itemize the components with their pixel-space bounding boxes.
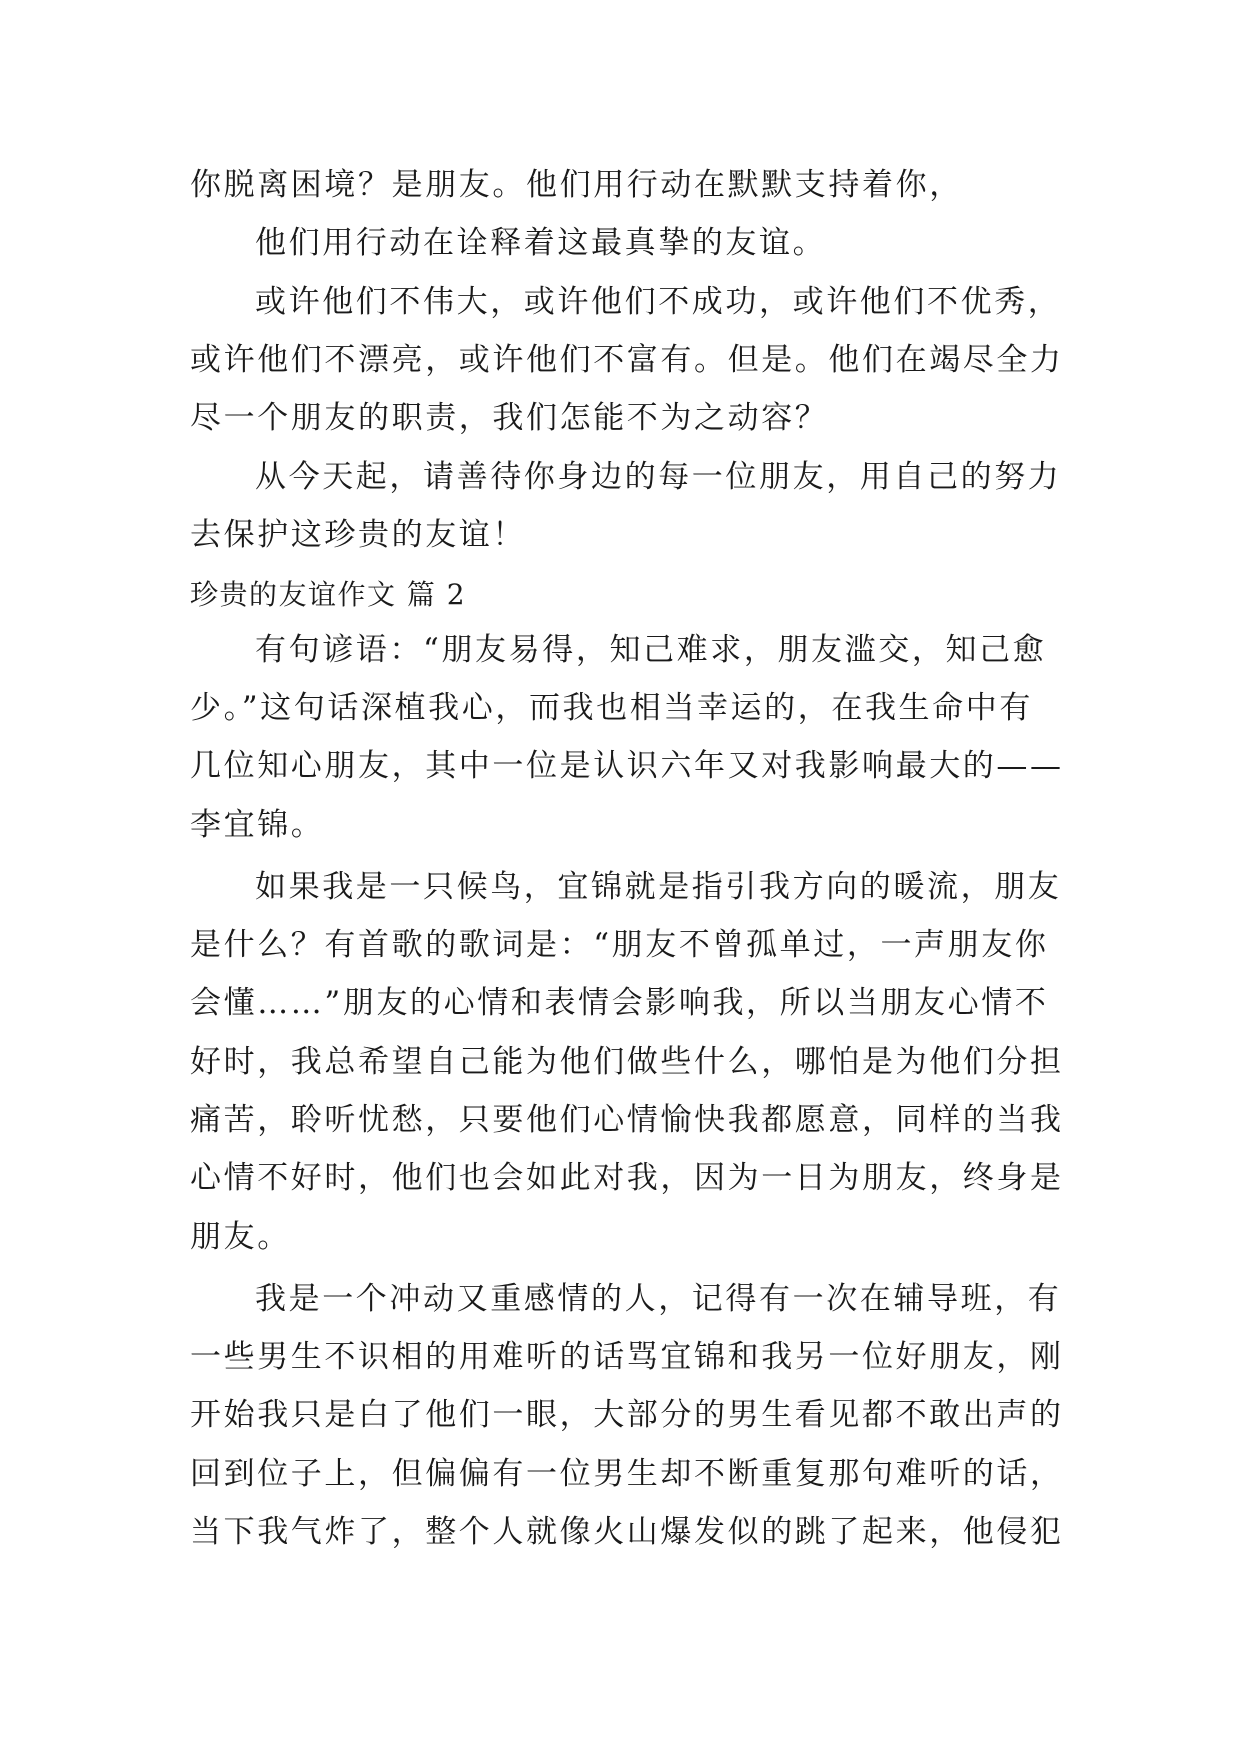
text-line: 或许他们不伟大，或许他们不成功，或许他们不优秀，	[255, 284, 1062, 320]
text-line: 如果我是一只候鸟，宜锦就是指引我方向的暖流，朋友	[255, 869, 1062, 905]
text-line: 好时，我总希望自己能为他们做些什么，哪怕是为他们分担	[190, 1044, 1064, 1080]
text-line: 李宜锦。	[190, 807, 325, 843]
text-line: 一些男生不识相的用难听的话骂宜锦和我另一位好朋友，刚	[190, 1339, 1064, 1375]
text-line: 尽一个朋友的职责，我们怎能不为之动容？	[190, 400, 829, 436]
text-line: 会懂……”朋友的心情和表情会影响我，所以当朋友心情不	[190, 985, 1049, 1021]
text-line: 去保护这珍贵的友谊！	[190, 517, 526, 553]
text-line: 从今天起，请善待你身边的每一位朋友，用自己的努力	[255, 459, 1062, 495]
text-line: 他们用行动在诠释着这最真挚的友谊。	[255, 225, 827, 261]
text-line: 当下我气炸了，整个人就像火山爆发似的跳了起来，他侵犯	[190, 1514, 1064, 1550]
text-line: 我是一个冲动又重感情的人，记得有一次在辅导班，有	[255, 1281, 1062, 1317]
text-line: 心情不好时，他们也会如此对我，因为一日为朋友，终身是	[190, 1160, 1064, 1196]
text-line: 或许他们不漂亮，或许他们不富有。但是。他们在竭尽全力	[190, 342, 1064, 378]
text-line: 几位知心朋友，其中一位是认识六年又对我影响最大的——	[190, 748, 1064, 784]
text-line: 有句谚语：“朋友易得，知己难求，朋友滥交，知己愈	[255, 632, 1047, 668]
text-line: 少。”这句话深植我心，而我也相当幸运的，在我生命中有	[190, 690, 1033, 726]
text-line: 是什么？有首歌的歌词是：“朋友不曾孤单过，一声朋友你	[190, 927, 1049, 963]
text-line: 开始我只是白了他们一眼，大部分的男生看见都不敢出声的	[190, 1397, 1064, 1433]
text-line: 朋友。	[190, 1219, 291, 1255]
text-line: 回到位子上，但偏偏有一位男生却不断重复那句难听的话，	[190, 1456, 1064, 1492]
section-heading: 珍贵的友谊作文 篇 2	[190, 578, 467, 611]
text-line: 你脱离困境？是朋友。他们用行动在默默支持着你，	[190, 167, 963, 203]
text-line: 痛苦，聆听忧愁，只要他们心情愉快我都愿意，同样的当我	[190, 1102, 1064, 1138]
